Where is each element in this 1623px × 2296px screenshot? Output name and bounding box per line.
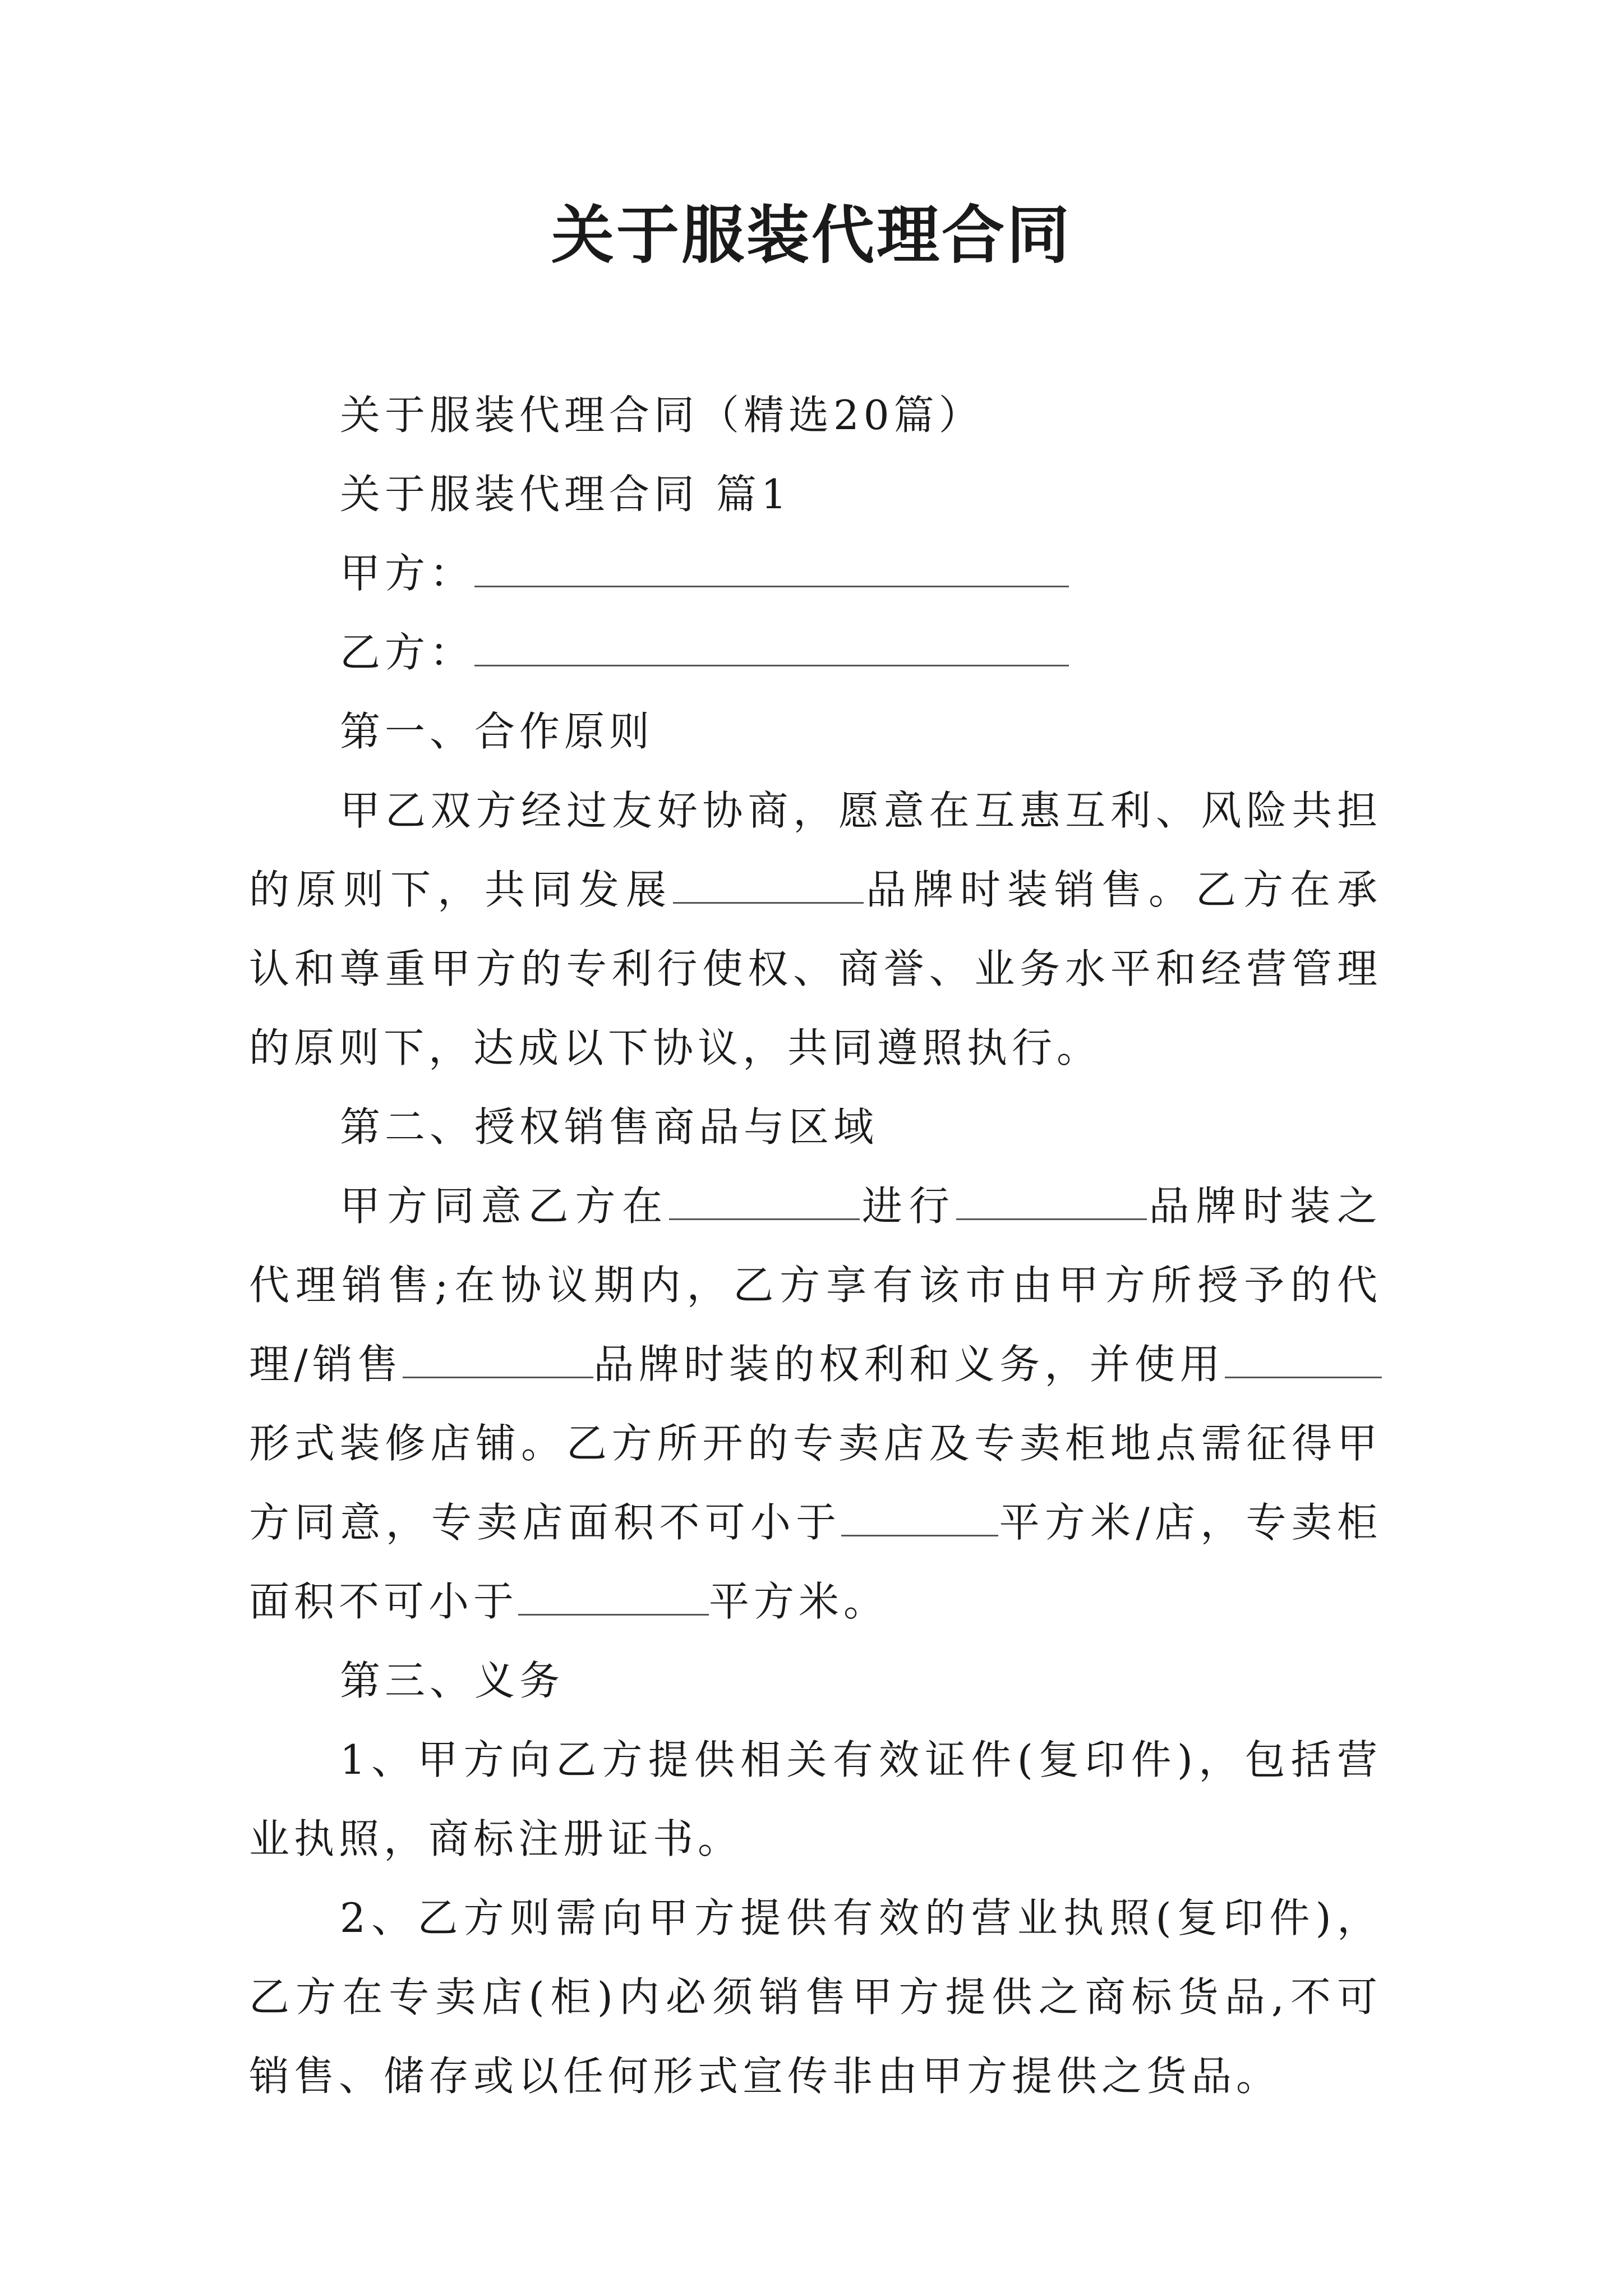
counter-area-blank [518,1575,709,1616]
clause1-text-2: 品牌时装销售。乙方在承认和尊重甲方的专利行使权、商誉、业务水平和经营管理的原则下，达成以下协议，共同遵照执行。 [249,866,1382,1071]
document-body [249,376,1382,2116]
clause2-paragraph [249,1167,1382,1641]
brand-blank-2 [956,1179,1147,1220]
clause2-text-7: 平方米。 [709,1578,889,1625]
clause1-paragraph [249,771,1382,1088]
clause2-text-3: 品牌时装之代理销售;在协议期内，乙方享有该市由甲方所授予的代理/销售 [249,1182,1382,1388]
region-blank [669,1179,860,1220]
party-a-blank [474,546,1069,587]
clause3-heading: 第三、义务 [340,1657,565,1704]
party-b-blank [474,625,1069,666]
clause2-text-1: 甲方同意乙方在 [340,1182,670,1230]
clause2-text-5: 形式装修店铺。乙方所开的专卖店及专卖柜地点需征得甲方同意，专卖店面积不可小于 [249,1420,1382,1546]
clause2-heading: 第二、授权销售商品与区域 [340,1103,879,1151]
party-a-label: 甲方： [340,550,475,597]
clause1-text-1: 甲乙双方经过友好协商，愿意在互惠互利、风险共担的原则下，共同发展 [249,787,1382,913]
clause3-item-2: 2、乙方则需向甲方提供有效的营业执照(复印件)，乙方在专卖店(柜)内必须销售甲方提供之商标货品,不可销售、储存或以任何形式宣传非由甲方提供之货品。 [249,1894,1382,2100]
brand-blank-3 [403,1337,593,1378]
store-area-blank [841,1496,998,1536]
decoration-blank [1225,1337,1382,1378]
party-b-line [249,613,1382,692]
clause1-heading: 第一、合作原则 [340,708,654,755]
brand-blank [673,863,864,904]
party-b-label: 乙方： [340,629,475,676]
subtitle: 关于服装代理合同（精选20篇） [340,392,984,439]
clause2-text-6: 平方米/店，专卖柜面积不可小于 [249,1499,1382,1625]
clause2-text-4: 品牌时装的权利和义务，并使用 [593,1341,1225,1388]
document-title: 关于服装代理合同 [551,199,1072,272]
party-a-line [249,534,1382,613]
clause2-text-2: 进行 [860,1182,956,1230]
clause3-item-1: 1、甲方向乙方提供相关有效证件(复印件)，包括营业执照，商标注册证书。 [249,1736,1382,1862]
section-heading: 关于服装代理合同 篇1 [340,471,791,518]
